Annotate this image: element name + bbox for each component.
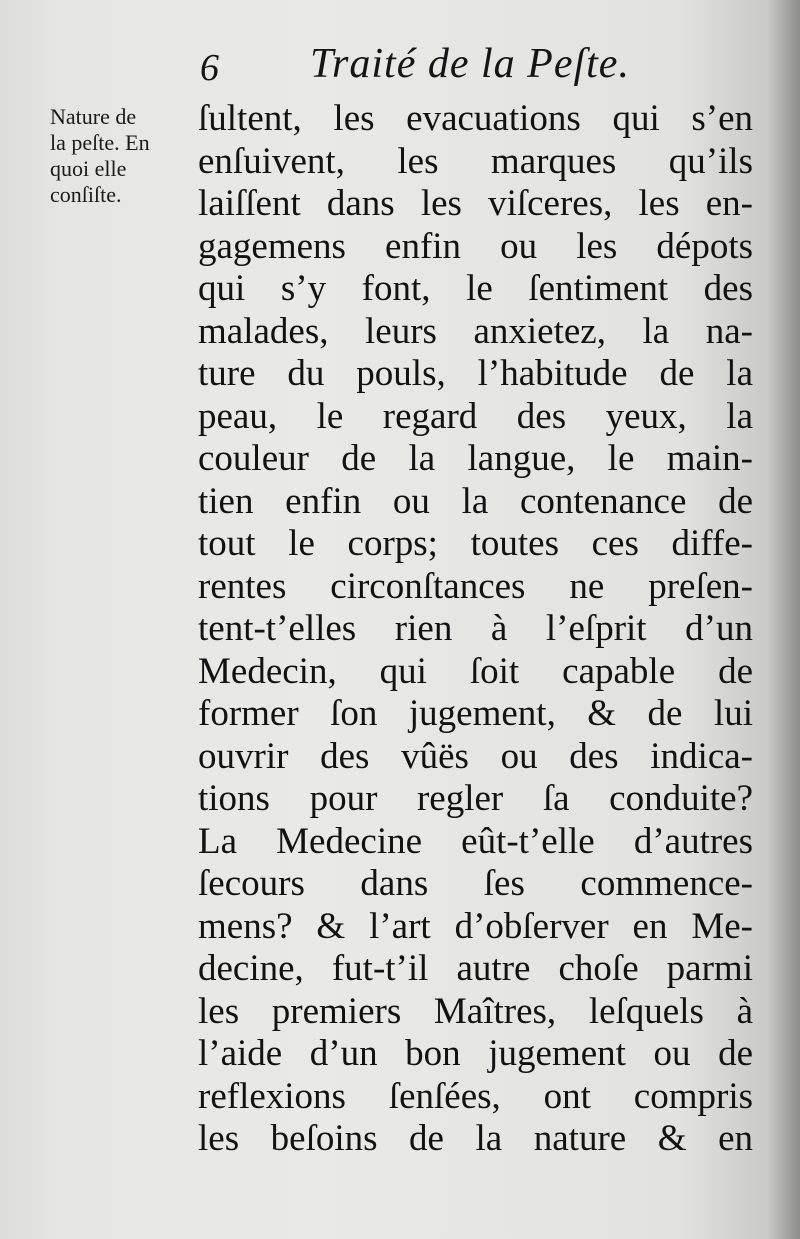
body-text bbox=[198, 98, 753, 1161]
text-line: reflexions ſenſées, ont compris bbox=[198, 1075, 753, 1117]
text-line: tent-t’elles rien à l’eſprit d’un bbox=[198, 608, 753, 649]
text-line: ouvrir des vûës ou des indica- bbox=[198, 735, 753, 777]
text-line: mens? & l’art d’obſerver en Me- bbox=[198, 905, 753, 947]
margin-note-line: Nature de bbox=[50, 104, 137, 129]
text-line: gagemens enfin ou les dépots bbox=[198, 225, 753, 267]
text-line: ture du pouls, l’habitude de la bbox=[198, 353, 753, 394]
text-line: tout le corps; toutes ces diffe- bbox=[198, 523, 753, 564]
running-head bbox=[200, 40, 760, 100]
text-line: former ſon jugement, & de lui bbox=[198, 693, 753, 734]
text-line: les premiers Maîtres, leſquels à bbox=[198, 990, 753, 1032]
text-line: ſecours dans ſes commence- bbox=[198, 863, 753, 904]
text-line: enſuivent, les marques qu’ils bbox=[198, 140, 753, 182]
page-number: 6 bbox=[200, 47, 219, 89]
margin-note bbox=[50, 104, 200, 208]
text-line: malades, leurs anxietez, la na- bbox=[198, 310, 753, 352]
text-line: tien enfin ou la contenance de bbox=[198, 480, 753, 522]
running-title: Traité de la Peſte. bbox=[310, 41, 630, 87]
text-line: ſultent, les evacuations qui s’en bbox=[198, 98, 753, 139]
margin-note-line: quoi elle bbox=[50, 156, 127, 181]
text-line: laiſſent dans les viſceres, les en- bbox=[198, 183, 753, 224]
text-line: l’aide d’un bon jugement ou de bbox=[198, 1033, 753, 1074]
text-line: couleur de la langue, le main- bbox=[198, 438, 753, 479]
text-line: qui s’y font, le ſentiment des bbox=[198, 268, 753, 309]
text-line: Medecin, qui ſoit capable de bbox=[198, 650, 753, 692]
text-line: rentes circonſtances ne preſen- bbox=[198, 565, 753, 607]
text-line: les beſoins de la nature & en bbox=[198, 1118, 753, 1159]
text-line: decine, fut-t’il autre choſe parmi bbox=[198, 948, 753, 989]
margin-note-line: conſiſte. bbox=[50, 182, 122, 207]
text-line: tions pour regler ſa conduite? bbox=[198, 778, 753, 819]
margin-note-line: la peſte. En bbox=[50, 130, 150, 155]
text-line: La Medecine eût-t’elle d’autres bbox=[198, 820, 753, 862]
text-line: peau, le regard des yeux, la bbox=[198, 395, 753, 437]
